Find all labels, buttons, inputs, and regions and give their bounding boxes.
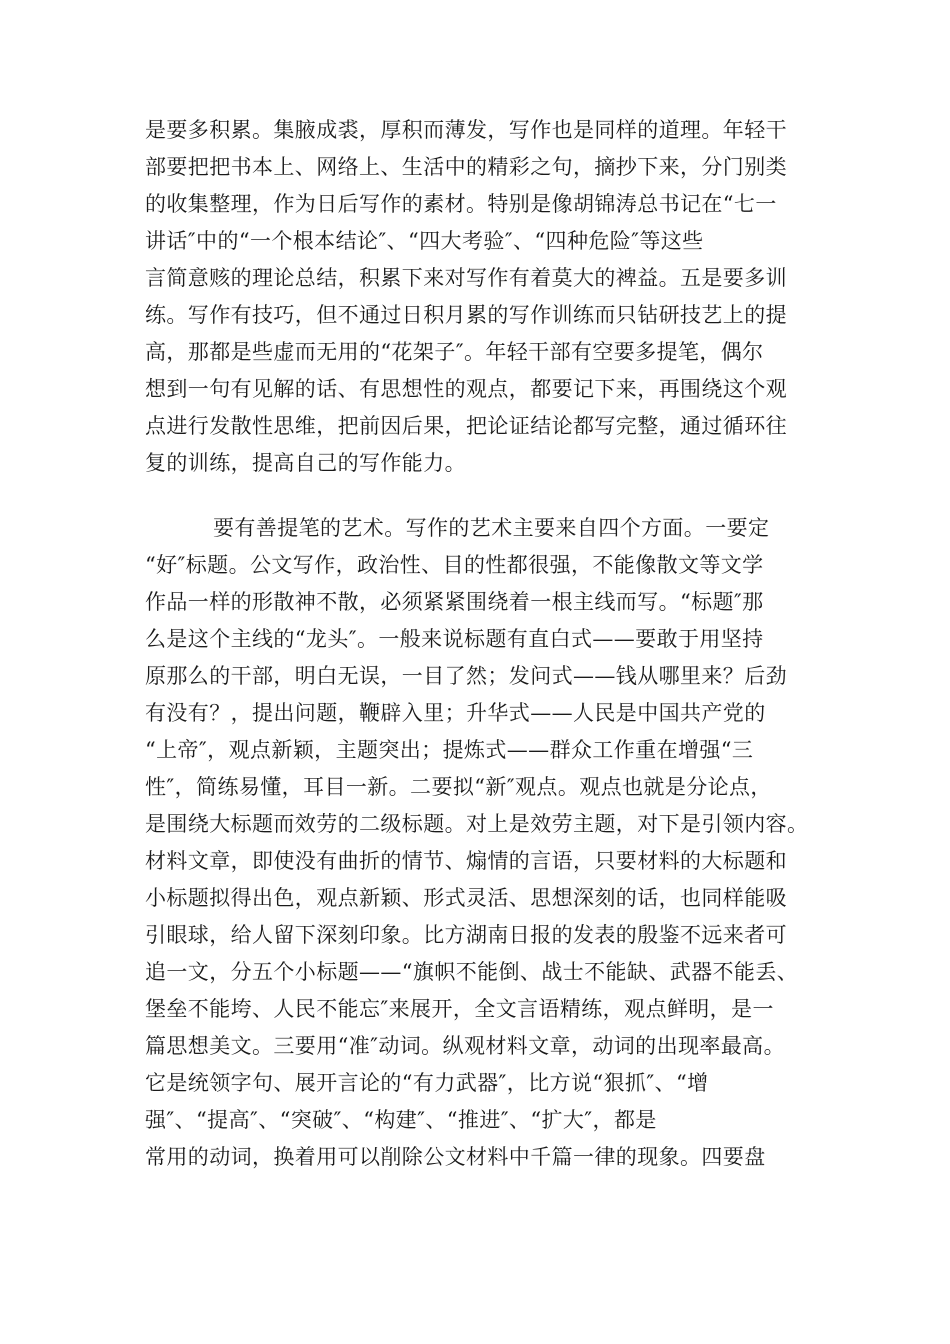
text-line: 讲话″中的“一个根本结论″、“四大考验″、“四种危险″等这些 <box>145 229 704 253</box>
text-line: 追一文，分五个小标题——“旗帜不能倒、战士不能缺、武器不能丢、 <box>145 960 799 984</box>
text-line: 是要多积累。集腋成裘，厚积而薄发，写作也是同样的道理。年轻干 <box>145 118 787 142</box>
text-line: 小标题拟得出色，观点新颖、形式灵活、思想深刻的话，也同样能吸 <box>145 886 787 910</box>
text-line: “上帝″，观点新颖，主题突出；提炼式——群众工作重在增强“三 <box>145 738 754 762</box>
text-line: 点进行发散性思维，把前因后果，把论证结论都写完整，通过循环往 <box>145 414 787 438</box>
text-line: 材料文章，即使没有曲折的情节、煽情的言语，只要材料的大标题和 <box>145 849 787 873</box>
text-line: 篇思想美文。三要用“准″动词。纵观材料文章，动词的出现率最高。 <box>145 1034 785 1058</box>
text-line: 的收集整理，作为日后写作的素材。特别是像胡锦涛总书记在“七一 <box>145 192 777 216</box>
text-line: 是围绕大标题而效劳的二级标题。对上是效劳主题，对下是引领内容。 <box>145 812 809 836</box>
text-line: 常用的动词，换着用可以削除公文材料中千篇一律的现象。四要盘 <box>145 1145 766 1169</box>
text-line: 它是统领字句、展开言论的“有力武器″，比方说“狠抓″、“增 <box>145 1071 709 1095</box>
text-line: 引眼球，给人留下深刻印象。比方湖南日报的发表的殷鉴不远来者可 <box>145 923 787 947</box>
text-line: 有没有？，提出问题，鞭辟入里；升华式——人民是中国共产党的 <box>145 701 766 725</box>
text-line: 么是这个主线的“龙头″。一般来说标题有直白式——要敢于用坚持 <box>145 627 764 651</box>
text-line: 高，那都是些虚而无用的“花架子″。年轻干部有空要多提笔，偶尔 <box>145 340 764 364</box>
text-line: 堡垒不能垮、人民不能忘″来展开，全文言语精练，观点鲜明，是一 <box>145 997 774 1021</box>
text-line: 想到一句有见解的话、有思想性的观点，都要记下来，再围绕这个观 <box>145 377 787 401</box>
text-line: “好″标题。公文写作，政治性、目的性都很强，不能像散文等文学 <box>145 553 764 577</box>
text-line: 性″，简练易懂，耳目一新。二要拟“新″观点。观点也就是分论点， <box>145 775 772 799</box>
text-line: 强″、“提高″、“突破″、“构建″、“推进″、“扩大″，都是 <box>145 1108 657 1132</box>
text-line: 复的训练，提高自己的写作能力。 <box>145 451 466 475</box>
text-line: 作品一样的形散神不散，必须紧紧围绕着一根主线而写。“标题″那 <box>145 590 764 614</box>
text-line: 练。写作有技巧，但不通过日积月累的写作训练而只钻研技艺上的提 <box>145 303 787 327</box>
text-line: 部要把把书本上、网络上、生活中的精彩之句，摘抄下来，分门别类 <box>145 155 787 179</box>
text-line: 言简意赅的理论总结，积累下来对写作有着莫大的裨益。五是要多训 <box>145 266 787 290</box>
text-line: 要有善提笔的艺术。写作的艺术主要来自四个方面。一要定 <box>213 516 770 540</box>
text-line: 原那么的干部，明白无误，一目了然；发问式——钱从哪里来？后劲 <box>145 664 787 688</box>
